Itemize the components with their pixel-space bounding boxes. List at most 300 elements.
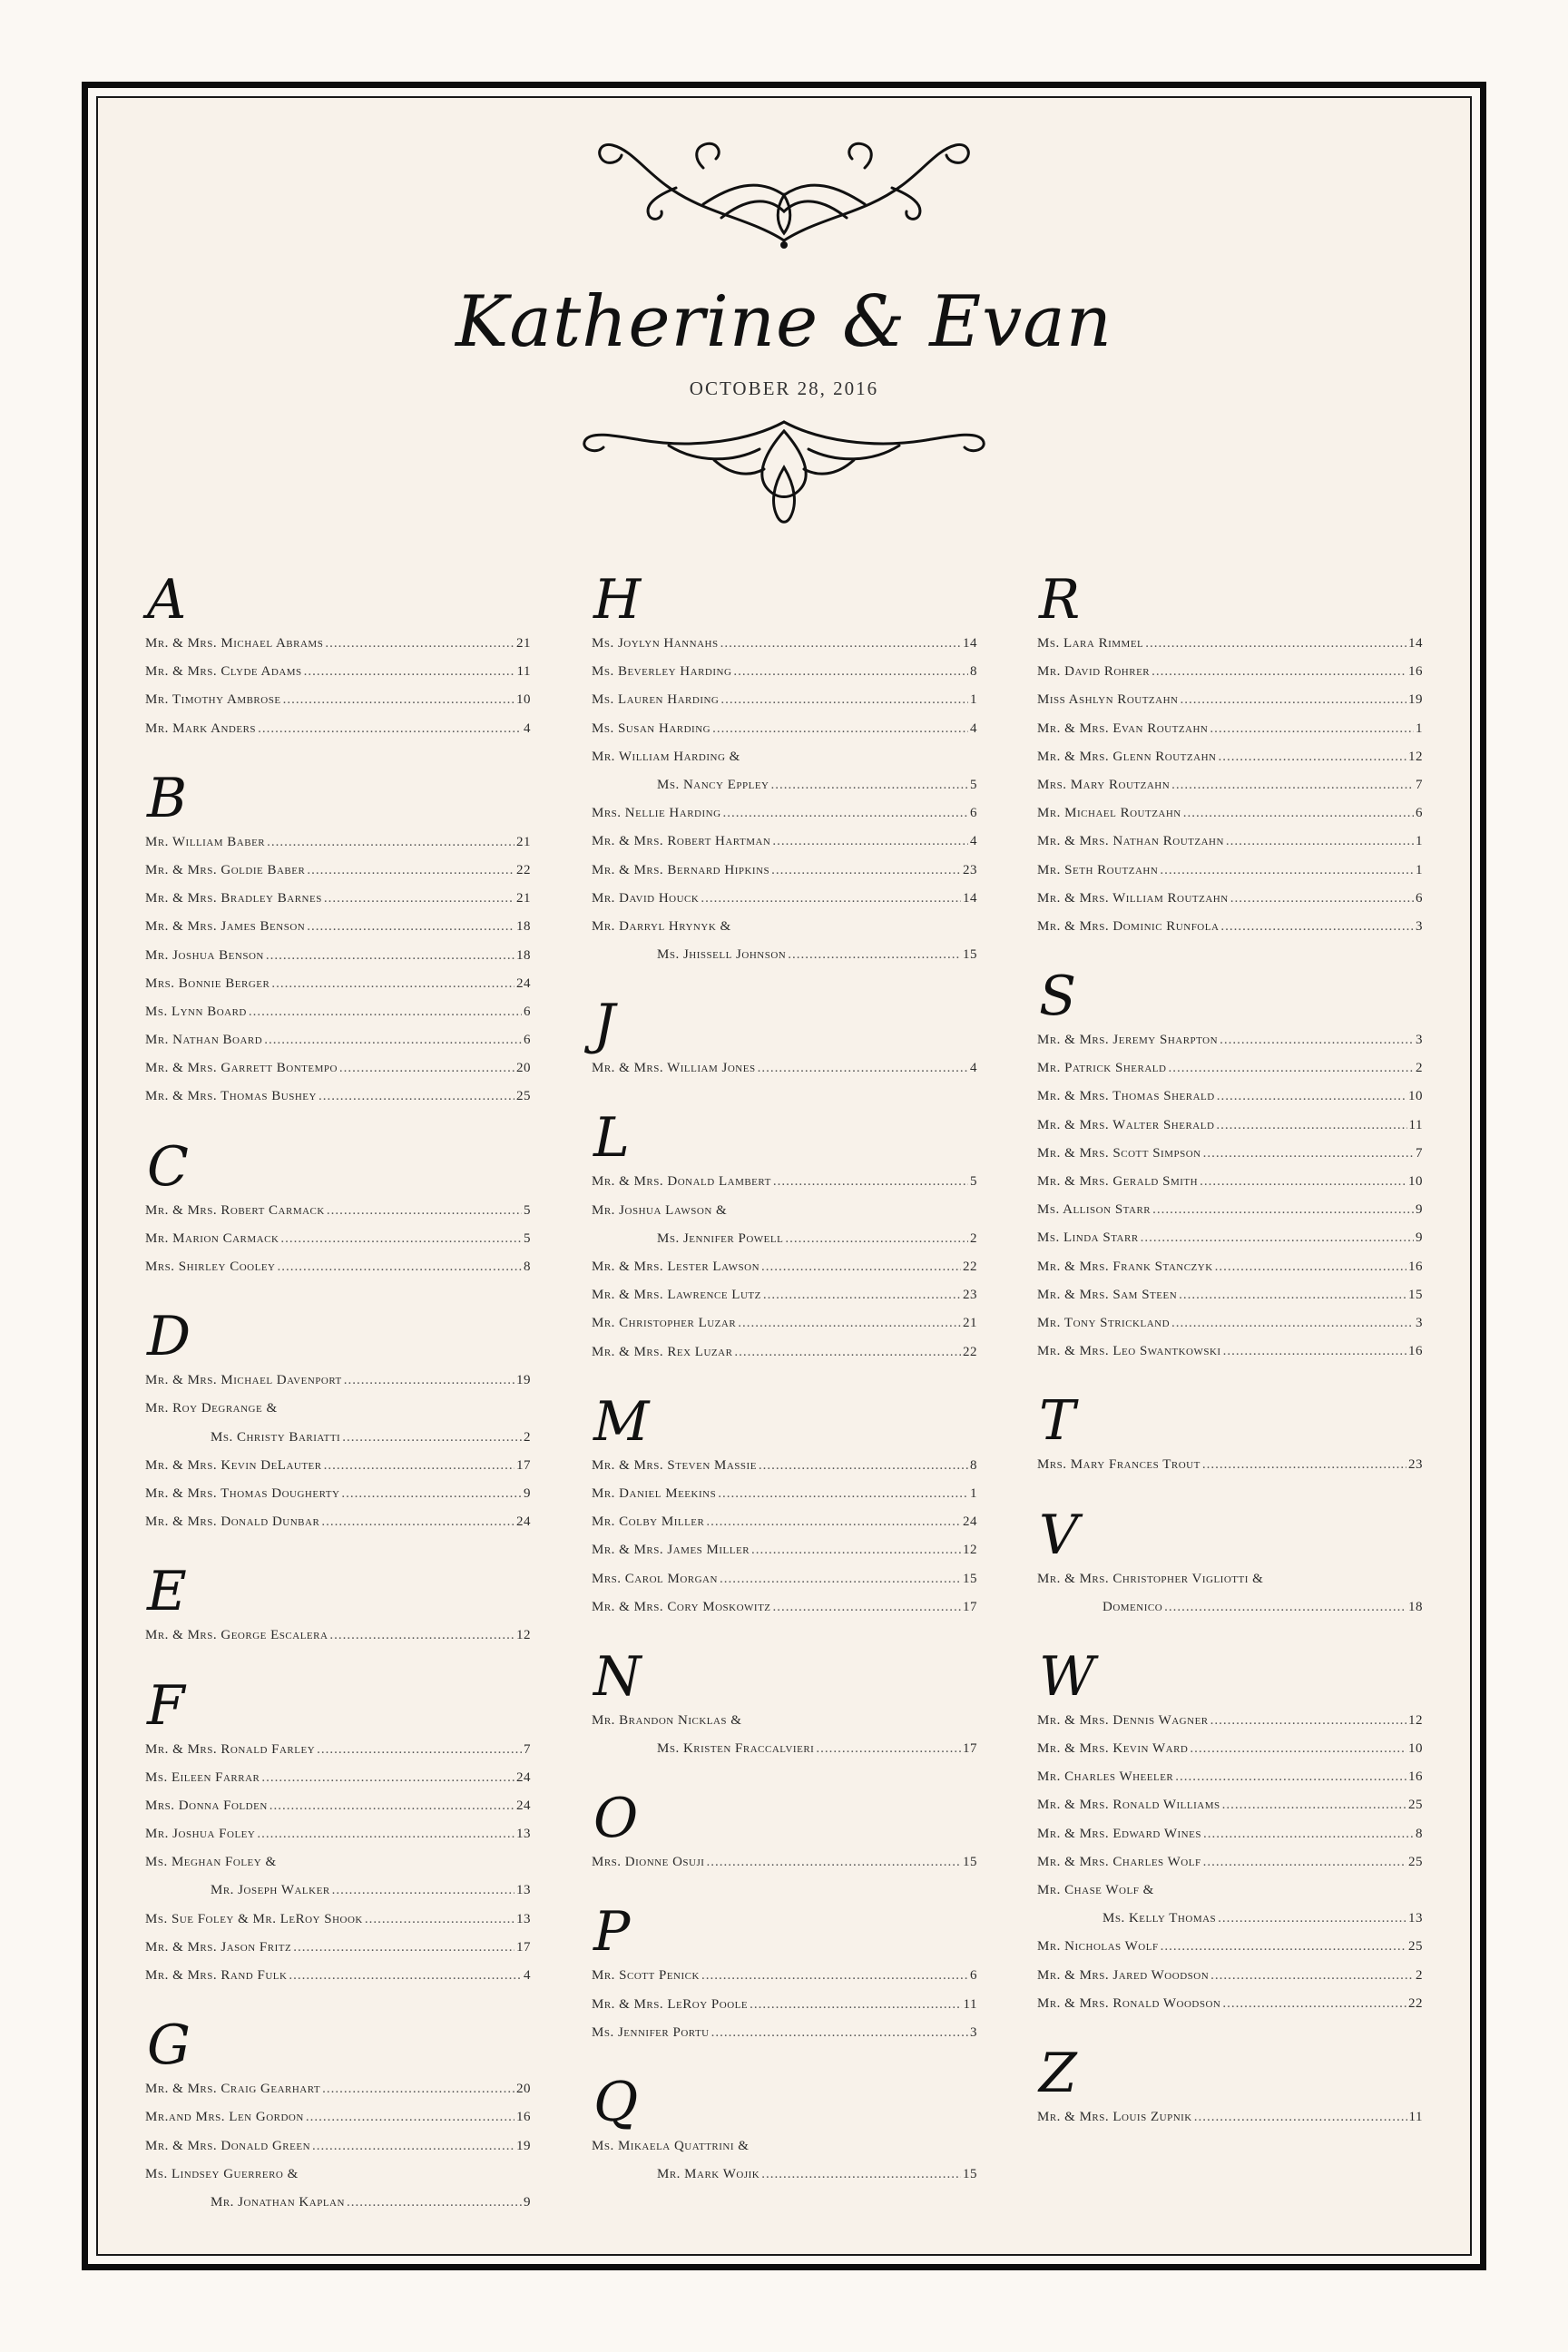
guest-entry [1037,1112,1423,1140]
guest-entry [145,1736,531,1764]
guest-name: Mr. & Mrs. Scott Simpson [1037,1145,1201,1161]
dot-leader [772,828,968,856]
section-e [145,1562,531,1650]
guest-entry [145,2132,531,2161]
guest-name: Mr. & Mrs. Ronald Farley [145,1741,316,1757]
section-d [145,1307,531,1536]
table-number: 23 [963,1288,977,1303]
dot-leader [322,2075,514,2103]
guest-name: Mr. & Mrs. Charles Wolf [1037,1854,1201,1869]
guest-entry [145,828,531,857]
guest-entry [592,1962,977,1990]
guest-entry [592,1480,977,1508]
dot-leader [1164,1593,1406,1622]
guest-name: Mr. & Mrs. Donald Dunbar [145,1514,320,1530]
dot-leader [711,2019,968,2047]
dot-leader [723,799,968,828]
table-number: 25 [1408,1854,1423,1869]
section-o [592,1788,977,1877]
guest-name: Mr. Mark Anders [145,720,257,736]
table-number: 5 [524,1202,531,1218]
table-number: 10 [1408,1741,1423,1757]
guest-entry [1037,1253,1423,1281]
guest-name: Mr. & Mrs. James Miller [592,1543,750,1558]
guest-entry [1037,1168,1423,1196]
guest-entry [145,1452,531,1480]
guest-entry [1037,885,1423,913]
dot-leader [1218,1905,1406,1933]
table-number: 9 [524,2194,531,2210]
table-number: 21 [516,891,531,906]
guest-name: Mrs. Mary Frances Trout [1037,1457,1200,1473]
dot-leader [317,1736,522,1764]
guest-entry [1037,1707,1423,1735]
guest-entry [1037,1905,1423,1933]
guest-name: Mr. & Mrs. Ronald Woodson [1037,1995,1221,2011]
dot-leader [720,1565,961,1593]
dot-leader [324,1452,514,1480]
guest-name: Mr. Patrick Sherald [1037,1061,1167,1076]
dot-leader [771,771,969,799]
guest-name: Mr. & Mrs. Bernard Hipkins [592,862,770,877]
section-c [145,1134,531,1282]
section-l [592,1108,977,1366]
dot-leader [271,970,514,998]
dot-leader [1160,857,1414,885]
dot-leader [1168,1054,1414,1083]
section-z [1037,2043,1423,2132]
dot-leader [759,1452,968,1480]
table-number: 24 [516,975,531,991]
guest-name: Mr. Colby Miller [592,1514,705,1530]
table-number: 18 [516,947,531,963]
guest-entry [145,1934,531,1962]
guest-column-2 [592,570,977,2214]
table-number: 25 [1408,1798,1423,1813]
guest-name: Ms. Christy Bariatti [211,1429,341,1445]
section-letter: E [147,1560,187,1624]
guest-name: Mr. & Mrs. Christopher Vigliotti & [1037,1571,1264,1586]
dot-leader [761,2161,961,2189]
dot-leader [788,941,961,969]
guest-entry [1037,1848,1423,1877]
dot-leader [270,1792,514,1820]
guest-name: Mr. & Mrs. Goldie Baber [145,862,306,877]
table-number: 10 [516,692,531,708]
guest-name: Ms. Jhissell Johnson [657,947,787,963]
table-number: 21 [963,1316,977,1331]
guest-name: Ms. Lauren Harding [592,692,720,708]
guest-name: Mr. Seth Routzahn [1037,862,1159,877]
couple-names-title: Katherine & Evan [456,281,1112,363]
section-letter: C [147,1134,189,1199]
table-number: 4 [970,1061,977,1076]
dot-leader [763,1281,961,1309]
dot-leader [720,686,968,714]
dot-leader [324,885,514,913]
guest-entry [592,1168,977,1196]
table-number: 21 [516,636,531,651]
dot-leader [761,1253,961,1281]
table-number: 14 [963,890,977,906]
table-number: 9 [1416,1202,1423,1218]
guest-name: Domenico [1102,1599,1163,1614]
guest-name: Mr. Marion Carmack [145,1230,279,1246]
guest-entry [1037,799,1423,828]
table-number: 22 [1408,1995,1423,2011]
guest-entry [145,1848,531,1877]
guest-entry [592,1593,977,1622]
dot-leader [1175,1763,1406,1791]
table-number: 16 [1408,1344,1423,1359]
table-number: 11 [963,1996,977,2012]
guest-name: Mr. & Mrs. Thomas Dougherty [145,1485,340,1501]
guest-name: Ms. Eileen Farrar [145,1769,260,1785]
guest-entry [592,715,977,743]
dot-leader [258,715,522,743]
table-number: 8 [970,1457,977,1473]
guest-name: Miss Ashlyn Routzahn [1037,692,1179,708]
dot-leader [365,1906,514,1934]
table-number: 16 [1408,664,1423,680]
dot-leader [773,1168,968,1196]
section-letter: V [1039,1503,1079,1567]
guest-entry [592,913,977,941]
guest-name: Ms. Lynn Board [145,1004,247,1019]
guest-entry [1037,1309,1423,1338]
guest-name: Mr. & Mrs. Nathan Routzahn [1037,834,1224,849]
table-number: 12 [1408,749,1423,764]
section-r [1037,570,1423,941]
dot-leader [261,1764,514,1792]
guest-name: Mr.and Mrs. Len Gordon [145,2110,304,2125]
dot-leader [327,1197,522,1225]
table-number: 17 [516,1939,531,1955]
guest-name: Mr. & Mrs. Clyde Adams [145,664,302,680]
guest-entry [145,715,531,743]
section-letter: M [593,1389,650,1454]
guest-entry [145,1622,531,1650]
dot-leader [1161,1933,1406,1961]
guest-entry [1037,1877,1423,1905]
guest-entry [145,970,531,998]
dot-leader [1171,1309,1414,1338]
guest-entry [1037,1990,1423,2018]
guest-name: Mr. & Mrs. Thomas Sherald [1037,1089,1215,1104]
table-number: 9 [524,1485,531,1501]
guest-name: Mr. Joshua Benson [145,947,264,963]
dot-leader [706,1508,961,1536]
guest-name: Mr. & Mrs. Jason Fritz [145,1939,292,1955]
dot-leader [1210,1962,1414,1990]
table-number: 8 [970,664,977,680]
section-letter: J [593,993,616,1057]
guest-name: Mr. Nathan Board [145,1033,263,1048]
guest-name: Mr. & Mrs. Kevin DeLauter [145,1457,322,1473]
table-number: 12 [963,1543,977,1558]
guest-name: Ms. Kelly Thomas [1102,1911,1217,1926]
dot-leader [750,1991,961,2019]
dot-leader [1223,1338,1406,1366]
table-number: 21 [516,834,531,849]
guest-name: Mr. Joshua Foley [145,1827,256,1842]
dot-leader [1200,1168,1406,1196]
table-number: 16 [1408,1259,1423,1274]
table-number: 6 [1416,890,1423,906]
guest-name: Ms. Beverley Harding [592,664,732,680]
guest-name: Mr. & Mrs. Ronald Williams [1037,1798,1220,1813]
table-number: 8 [524,1259,531,1274]
guest-entry [145,2161,531,2189]
guest-name: Mr. & Mrs. Louis Zupnik [1037,2109,1192,2124]
guest-name: Mrs. Bonnie Berger [145,975,270,991]
table-number: 7 [1416,777,1423,792]
guest-name: Mr. & Mrs. Frank Stanczyk [1037,1259,1213,1274]
guest-entry [592,1253,977,1281]
section-letter: P [593,1900,631,1965]
table-number: 2 [1416,1967,1423,1983]
guest-entry [592,1338,977,1367]
guest-name: Mr. Brandon Nicklas & [592,1712,742,1728]
guest-name: Mr. & Mrs. Robert Hartman [592,834,771,849]
guest-entry [1037,1791,1423,1819]
guest-entry [592,828,977,856]
guest-entry [592,1225,977,1253]
table-number: 9 [1416,1230,1423,1246]
guest-name: Mr. & Mrs. Lester Lawson [592,1259,760,1274]
dot-leader [312,2132,514,2161]
guest-entry [145,2075,531,2103]
dot-leader [701,885,961,913]
guest-entry [1037,658,1423,686]
guest-name: Mr. & Mrs. Michael Davenport [145,1373,342,1388]
guest-name: Mr. & Mrs. Rex Luzar [592,1344,733,1359]
guest-name: Mrs. Dionne Osuji [592,1855,705,1870]
guest-name: Mr. Daniel Meekins [592,1485,717,1501]
guest-entry [592,799,977,828]
guest-name: Mr. William Harding & [592,749,740,764]
table-number: 17 [516,1457,531,1473]
guest-column-3 [1037,570,1423,2157]
table-number: 3 [1416,1033,1423,1048]
guest-name: Mr. Tony Strickland [1037,1315,1171,1330]
guest-name: Mr. & Mrs. Garrett Bontempo [145,1061,338,1076]
table-number: 10 [1408,1089,1423,1104]
guest-name: Ms. Mikaela Quattrini & [592,2139,750,2153]
table-number: 18 [1408,1599,1423,1614]
guest-name: Mr. & Mrs. Jeremy Sharpton [1037,1033,1219,1048]
table-number: 19 [1408,692,1423,708]
dot-leader [293,1934,514,1962]
guest-entry [592,686,977,714]
guest-entry [1037,686,1423,714]
section-t [1037,1391,1423,1479]
table-number: 22 [963,1344,977,1359]
dot-leader [718,1480,968,1508]
dot-leader [1180,686,1406,714]
dot-leader [720,630,961,658]
section-b [145,766,531,1112]
guest-entry [145,1764,531,1792]
guest-entry [1037,1026,1423,1054]
guest-entry [592,658,977,686]
guest-entry [145,1197,531,1225]
guest-name: Mr. & Mrs. Rand Fulk [145,1968,288,1983]
dot-leader [1222,1990,1406,2018]
guest-name: Mr. Roy Degrange & [145,1401,278,1416]
bottom-flourish-ornament [578,413,990,531]
table-number: 5 [970,777,977,792]
dot-leader [332,1877,514,1905]
guest-entry [145,1253,531,1281]
guest-entry [592,941,977,969]
guest-name: Mr. & Mrs. Dennis Wagner [1037,1712,1209,1728]
guest-entry [592,1508,977,1536]
table-number: 1 [1416,834,1423,849]
guest-entry [592,1281,977,1309]
table-number: 6 [524,1033,531,1048]
guest-entry [1037,743,1423,771]
guest-entry [592,1565,977,1593]
guest-name: Mr. & Mrs. Walter Sherald [1037,1117,1215,1132]
section-letter: B [147,766,188,830]
table-number: 4 [970,720,977,736]
dot-leader [1194,2103,1407,2132]
table-number: 16 [516,2110,531,2125]
table-number: 24 [963,1514,977,1530]
table-number: 2 [1416,1061,1423,1076]
dot-leader [249,998,522,1026]
dot-leader [347,2189,522,2217]
guest-entry [592,885,977,913]
guest-name: Ms. Nancy Eppley [657,777,769,792]
guest-name: Mr. & Mrs. Bradley Barnes [145,891,322,906]
guest-entry [1037,1451,1423,1479]
table-number: 25 [1408,1939,1423,1955]
table-number: 2 [524,1429,531,1445]
table-number: 22 [516,862,531,877]
table-number: 11 [1408,2109,1423,2124]
dot-leader [1203,1140,1414,1168]
dot-leader [1230,885,1414,913]
guest-entry [1037,1962,1423,1990]
guest-entry [1037,1763,1423,1791]
table-number: 19 [516,1373,531,1388]
dot-leader [339,1054,514,1083]
guest-name: Ms. Susan Harding [592,720,711,736]
section-letter: H [593,568,642,632]
guest-entry [1037,771,1423,799]
section-letter: T [1039,1389,1076,1454]
guest-name: Mr. Joshua Lawson & [592,1202,728,1218]
table-number: 6 [1416,806,1423,821]
section-a [145,570,531,743]
guest-entry [1037,857,1423,885]
section-h [592,570,977,969]
section-letter: F [147,1673,185,1738]
section-letter: O [593,1787,639,1851]
guest-entry [145,1225,531,1253]
table-number: 2 [970,1230,977,1246]
guest-name: Ms. Lara Rimmel [1037,636,1144,651]
table-number: 20 [516,2082,531,2097]
dot-leader [306,2103,514,2132]
guest-entry [1037,913,1423,941]
table-number: 6 [524,1004,531,1019]
table-number: 12 [516,1628,531,1643]
guest-name: Mr. & Mrs. William Jones [592,1061,756,1076]
guest-entry [145,1054,531,1083]
table-number: 23 [963,862,977,877]
guest-name: Mr. & Mrs. Robert Carmack [145,1202,325,1218]
guest-name: Ms. Allison Starr [1037,1202,1152,1218]
dot-leader [1226,828,1414,856]
section-letter: W [1039,1644,1095,1709]
guest-entry [1037,1140,1423,1168]
guest-entry [1037,828,1423,856]
section-letter: Z [1039,2041,1077,2105]
guest-name: Mr. & Mrs. Cory Moskowitz [592,1599,771,1614]
table-number: 1 [970,1485,977,1501]
guest-entry [145,1792,531,1820]
guest-entry [145,913,531,941]
dot-leader [1145,630,1406,658]
dot-leader [267,828,514,857]
guest-name: Mr. & Mrs. Michael Abrams [145,636,324,651]
dot-leader [712,715,968,743]
table-number: 23 [1408,1457,1423,1473]
guest-name: Ms. Meghan Foley & [145,1855,277,1870]
table-number: 7 [1416,1145,1423,1161]
dot-leader [264,1026,522,1054]
guest-name: Mr. Timothy Ambrose [145,692,281,708]
guest-entry [592,1707,977,1735]
guest-entry [592,1848,977,1877]
dot-leader [1220,913,1414,941]
section-letter: L [593,1106,630,1171]
guest-entry [1037,1933,1423,1961]
guest-entry [592,857,977,885]
dot-leader [341,1480,522,1508]
table-number: 15 [963,1571,977,1586]
guest-name: Mr. & Mrs. LeRoy Poole [592,1996,749,2012]
guest-name: Mr. & Mrs. Edward Wines [1037,1826,1201,1841]
dot-leader [278,1253,523,1281]
table-number: 24 [516,1514,531,1530]
guest-name: Mr. & Mrs. Evan Routzahn [1037,720,1209,736]
guest-entry [145,998,531,1026]
guest-entry [145,1026,531,1054]
dot-leader [266,942,514,970]
guest-name: Mrs. Carol Morgan [592,1571,718,1586]
guest-name: Mr. Michael Routzahn [1037,806,1181,821]
dot-leader [1190,1735,1406,1763]
dot-leader [307,913,514,941]
guest-name: Mr. & Mrs. William Routzahn [1037,890,1229,906]
table-number: 6 [970,806,977,821]
guest-entry [1037,1735,1423,1763]
section-letter: D [147,1305,191,1369]
guest-name: Ms. Linda Starr [1037,1230,1139,1246]
guest-entry [1037,1593,1423,1622]
dot-leader [771,857,961,885]
table-number: 8 [1416,1826,1423,1841]
guest-entry [145,1083,531,1111]
guest-name: Ms. Joylyn Hannahs [592,636,719,651]
dot-leader [325,630,514,658]
section-letter: Q [593,2071,639,2134]
dot-leader [733,658,968,686]
